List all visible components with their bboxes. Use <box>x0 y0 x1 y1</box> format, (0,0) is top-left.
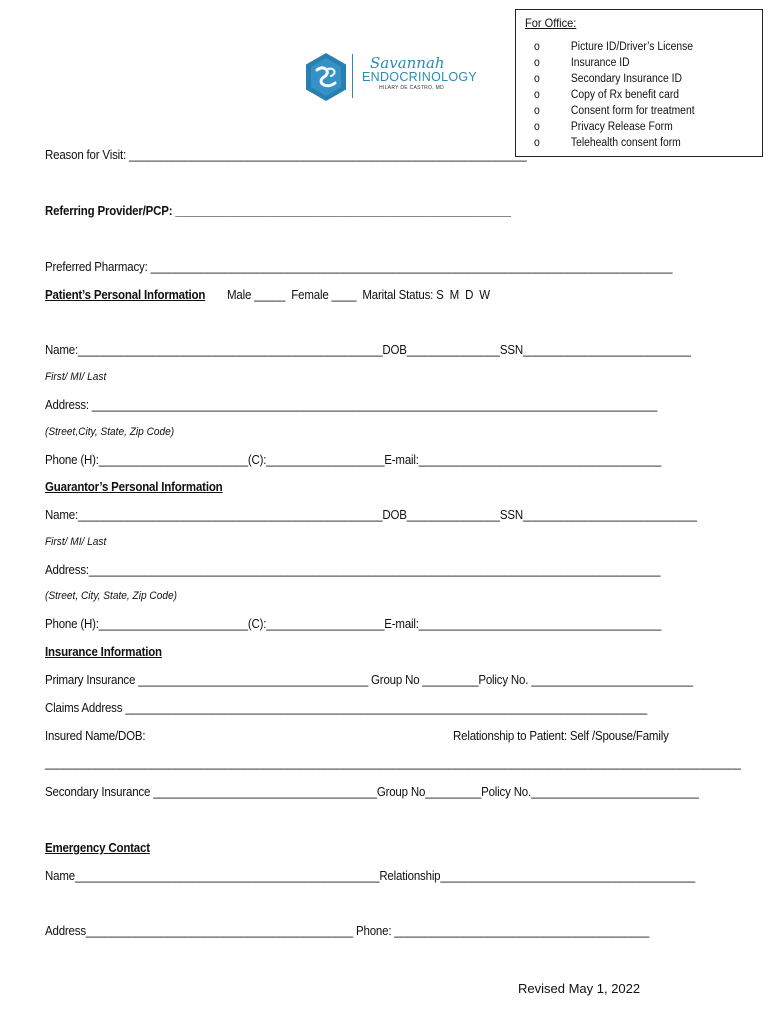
guarantor-name-dob-ssn-field[interactable]: Name:_________________________________________________DOB_______________SSN____________________________ <box>45 508 697 522</box>
logo-name: Savannah <box>370 54 445 72</box>
reason-for-visit-field[interactable]: Reason for Visit: ________________________________________________________________ <box>45 148 527 162</box>
patient-section-heading: Patient’s Personal Information <box>45 288 206 302</box>
patient-name-hint: First/ MI/ Last <box>45 371 107 383</box>
patient-name-dob-ssn-field[interactable]: Name:_________________________________________________DOB_______________SSN___________________________ <box>45 343 691 357</box>
referring-provider-field[interactable]: Referring Provider/PCP: ______________________________________________________ <box>45 204 511 218</box>
primary-insurance-field[interactable]: Primary Insurance _____________________________________ Group No _________Policy No. __________________________ <box>45 673 693 687</box>
bullet-icon: o <box>534 105 540 117</box>
bullet-icon: o <box>534 41 540 53</box>
logo-divider <box>352 54 353 98</box>
insured-name-dob-label: Insured Name/DOB: <box>45 729 146 743</box>
bullet-icon: o <box>534 121 540 133</box>
clinic-logo <box>302 52 478 104</box>
logo-doctor: HILARY DE CASTRO, MD <box>379 85 444 91</box>
claims-address-field[interactable]: Claims Address ____________________________________________________________________________________ <box>45 701 648 715</box>
guarantor-address-field[interactable]: Address:____________________________________________________________________________________________ <box>45 563 661 577</box>
relationship-to-patient-label: Relationship to Patient: Self /Spouse/Family <box>453 729 669 743</box>
bullet-icon: o <box>534 137 540 149</box>
patient-phone-email-field[interactable]: Phone (H):________________________(C):___________________E-mail:_______________________________________ <box>45 453 662 467</box>
guarantor-name-hint: First/ MI/ Last <box>45 536 107 548</box>
emergency-section-heading: Emergency Contact <box>45 841 150 855</box>
insured-name-dob-field[interactable]: ________________________________________________________________________________________________________________ <box>45 756 741 770</box>
patient-sex-marital-field[interactable]: Male _____ Female ____ Marital Status: S M D W <box>227 288 490 302</box>
patient-address-hint: (Street,City, State, Zip Code) <box>45 426 175 438</box>
guarantor-section-heading: Guarantor’s Personal Information <box>45 480 223 494</box>
patient-address-field[interactable]: Address: ___________________________________________________________________________________________ <box>45 398 658 412</box>
secondary-insurance-field[interactable]: Secondary Insurance ____________________________________Group No_________Policy No.___________________________ <box>45 785 699 799</box>
guarantor-phone-email-field[interactable]: Phone (H):________________________(C):___________________E-mail:_______________________________________ <box>45 617 662 631</box>
hexagon-logo-icon <box>304 52 348 102</box>
emergency-name-relationship-field[interactable]: Name_________________________________________________Relationship_________________________________________ <box>45 869 696 883</box>
for-office-title: For Office: <box>525 16 577 30</box>
guarantor-address-hint: (Street, City, State, Zip Code) <box>45 590 177 602</box>
revision-date: Revised May 1, 2022 <box>518 981 641 996</box>
logo-subtitle: ENDOCRINOLOGY <box>362 70 478 84</box>
preferred-pharmacy-field[interactable]: Preferred Pharmacy: ____________________________________________________________________________________ <box>45 260 673 274</box>
insurance-section-heading: Insurance Information <box>45 645 162 659</box>
for-office-box: For Office: o Picture ID/Driver’s License o Insurance ID o Secondary Insurance ID o Copy of Rx benefit card o Consent form for treatment o Privacy Release Form o Telehealth consent form <box>515 9 763 157</box>
bullet-icon: o <box>534 89 540 101</box>
bullet-icon: o <box>534 73 540 85</box>
emergency-address-phone-field[interactable]: Address___________________________________________ Phone: _________________________________________ <box>45 924 650 938</box>
bullet-icon: o <box>534 57 540 69</box>
